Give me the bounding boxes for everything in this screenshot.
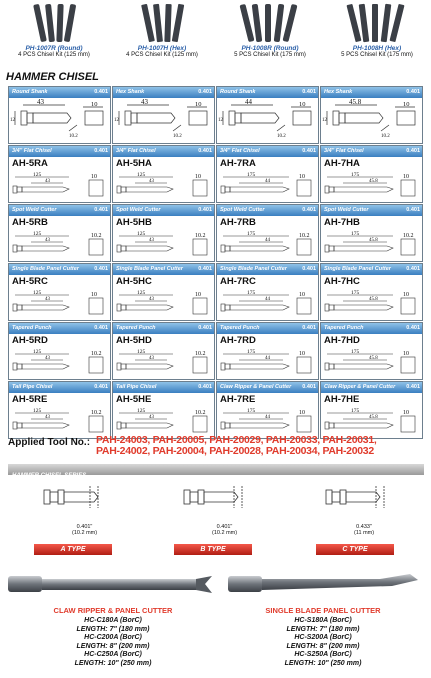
chisel-cell	[320, 204, 423, 262]
shank-cell	[112, 86, 215, 144]
spec-line: LENGTH: 8" (200 mm)	[286, 642, 360, 650]
chisel-drawing	[217, 404, 319, 436]
single-blade-image	[228, 574, 418, 592]
cell-header	[9, 264, 110, 275]
spec-line: HC-C250A (BorC)	[84, 651, 142, 659]
type-c	[298, 478, 418, 558]
type-b-dim	[212, 524, 237, 536]
chisel-drawing	[9, 404, 111, 436]
cell-title: Tapered Punch	[324, 325, 364, 331]
shank-drawing	[217, 97, 319, 141]
dim-shank: 10.2	[69, 134, 78, 139]
dim-width: 10.2	[91, 410, 102, 416]
cell-header	[113, 382, 214, 393]
dim-shank-length: 45.8	[369, 415, 378, 420]
panel-cutters	[0, 564, 431, 678]
kit-code: PH-1008R (Round)	[241, 45, 299, 52]
dim-width: 10	[403, 174, 409, 180]
cell-title: Tapered Punch	[12, 325, 52, 331]
dim-width: 10.2	[195, 233, 206, 239]
cell-header	[113, 323, 214, 334]
chisel-drawing	[217, 345, 319, 377]
chisel-cell	[8, 381, 111, 439]
shank-cell	[8, 86, 111, 144]
model-number: AH-7HE	[324, 394, 360, 405]
chisel-cell	[216, 381, 319, 439]
dim-width: 10	[91, 174, 97, 180]
cell-title: Round Shank	[12, 89, 48, 95]
dim-width: 10	[299, 292, 305, 298]
chisel-drawing	[321, 168, 423, 200]
type-a-tag: A TYPE	[34, 544, 112, 555]
model-number: AH-5HC	[116, 276, 152, 287]
dim-diameter: 12	[114, 118, 119, 123]
cell-title: 3/4" Flat Chisel	[116, 148, 156, 154]
kit-image	[337, 2, 417, 44]
chisel-cell	[112, 381, 215, 439]
chisel-drawing	[321, 286, 423, 318]
spec-line: HC-C180A (BorC)	[84, 617, 142, 624]
type-c-dim	[354, 524, 374, 536]
model-number: AH-7HB	[324, 217, 360, 228]
dim-width: 10	[299, 410, 305, 416]
claw-ripper-title: CLAW RIPPER & PANEL CUTTER	[53, 606, 173, 615]
dim-shank-length: 43	[149, 238, 154, 243]
chisel-drawing	[113, 227, 215, 259]
dim-length: 43	[141, 98, 148, 106]
applied-label: Applied Tool No.:	[8, 437, 91, 448]
cell-size: 0.401	[406, 384, 420, 390]
spec-line: HC-C200A (BorC)	[84, 634, 142, 642]
cell-title: 3/4" Flat Chisel	[324, 148, 364, 154]
cell-header	[113, 264, 214, 275]
dim-diameter: 12	[10, 118, 15, 123]
type-b-dim-mm: (10.2 mm)	[212, 530, 238, 536]
cell-size: 0.401	[406, 266, 420, 272]
model-number: AH-7HC	[324, 276, 360, 287]
cell-title: Single Blade Panel Cutter	[116, 266, 183, 272]
cell-title: 3/4" Flat Chisel	[12, 148, 52, 154]
chisel-cell	[216, 263, 319, 321]
dim-length: 125	[137, 408, 146, 414]
spec-line: HC-S250A (BorC)	[294, 651, 352, 659]
model-number: AH-5HE	[116, 394, 152, 405]
applied-codes-line-2: PAH-24002, PAH-20004, PAH-20028, PAH-20034, PAH-20032	[96, 445, 374, 457]
dim-length: 125	[33, 172, 42, 178]
dim-shank-length: 43	[45, 356, 50, 361]
chisel-cell	[8, 263, 111, 321]
cell-header	[321, 264, 422, 275]
dim-length: 125	[33, 349, 42, 355]
model-number: AH-5RD	[12, 335, 48, 346]
cell-header	[217, 146, 318, 157]
cell-title: Tapered Punch	[220, 325, 260, 331]
dim-length: 175	[247, 172, 256, 178]
claw-ripper-image	[8, 576, 212, 593]
model-number: AH-7HA	[324, 158, 360, 169]
shank-drawing	[321, 97, 423, 141]
dim-width: 10	[403, 410, 409, 416]
dim-width: 10	[403, 101, 410, 108]
dim-length: 175	[247, 231, 256, 237]
shank-cell	[216, 86, 319, 144]
cell-title: Single Blade Panel Cutter	[12, 266, 79, 272]
cell-header	[321, 205, 422, 216]
cell-size: 0.401	[302, 207, 316, 213]
chisel-drawing	[113, 168, 215, 200]
cell-header	[321, 323, 422, 334]
kit-image	[230, 2, 310, 44]
cell-title: Tapered Punch	[116, 325, 156, 331]
cell-size: 0.401	[94, 148, 108, 154]
dim-width: 10	[299, 351, 305, 357]
dim-shank: 10.2	[381, 134, 390, 139]
cell-size: 0.401	[406, 325, 420, 331]
applied-codes	[96, 435, 376, 457]
cell-size: 0.401	[198, 384, 212, 390]
applied-codes-line-1: PAH-24003, PAH-20005, PAH-20029, PAH-20033, PAH-20031,	[96, 434, 377, 446]
kit-desc: 4 PCS Chisel Kit (125 mm)	[126, 52, 198, 58]
chisel-cell	[8, 204, 111, 262]
dim-diameter: 12	[322, 118, 327, 123]
dim-length: 175	[247, 290, 256, 296]
kit-ph-1008h	[323, 0, 431, 70]
chisel-drawing	[217, 286, 319, 318]
type-c-dim-inch: 0.433"	[356, 524, 372, 530]
dim-shank-length: 45.8	[369, 356, 378, 361]
model-number: AH-7RC	[220, 276, 256, 287]
chisel-drawing	[9, 168, 111, 200]
chisel-cell	[320, 145, 423, 203]
model-number: AH-5RA	[12, 158, 48, 169]
cell-title: Hex Shank	[116, 89, 145, 95]
spec-line: LENGTH: 10" (250 mm)	[284, 659, 362, 667]
dim-length: 44	[245, 98, 252, 106]
chisel-drawing	[321, 227, 423, 259]
cell-size: 0.401	[94, 89, 108, 95]
dim-shank-length: 44	[265, 238, 270, 243]
dim-width: 10.2	[299, 233, 310, 239]
type-c-shank-drawing	[298, 478, 408, 522]
chisel-drawing	[321, 345, 423, 377]
model-number: AH-7RB	[220, 217, 256, 228]
dim-shank-length: 44	[265, 297, 270, 302]
cell-header	[217, 323, 318, 334]
shank-drawing	[9, 97, 111, 141]
dim-length: 175	[351, 172, 360, 178]
cell-header	[217, 382, 318, 393]
model-number: AH-7HD	[324, 335, 360, 346]
chisel-kits	[0, 0, 431, 70]
single-blade-info	[218, 606, 428, 669]
kit-desc: 5 PCS Chisel Kit (175 mm)	[234, 52, 306, 58]
single-blade-title: SINGLE BLADE PANEL CUTTER	[265, 606, 381, 615]
model-number: AH-5RE	[12, 394, 48, 405]
dim-width: 10	[91, 101, 98, 108]
chisel-drawing	[9, 286, 111, 318]
cell-header	[9, 382, 110, 393]
dim-shank: 10.2	[173, 134, 182, 139]
cell-size: 0.401	[302, 325, 316, 331]
dim-length: 125	[137, 290, 146, 296]
cell-title: Spot Weld Cutter	[12, 207, 57, 213]
kit-code: PH-1007H (Hex)	[137, 45, 187, 52]
chisel-cell	[8, 322, 111, 380]
dim-width: 10.2	[195, 351, 206, 357]
model-number: AH-5HA	[116, 158, 152, 169]
cell-title: 3/4" Flat Chisel	[220, 148, 260, 154]
cutter-images	[0, 564, 431, 606]
kit-desc: 4 PCS Chisel Kit (125 mm)	[18, 52, 90, 58]
kit-ph-1007h	[108, 0, 216, 70]
dim-shank-length: 44	[265, 356, 270, 361]
dim-shank-length: 44	[265, 179, 270, 184]
cell-title: Claw Ripper & Panel Cutter	[324, 384, 396, 390]
model-number: AH-5RB	[12, 217, 48, 228]
cell-title: Hex Shank	[324, 89, 353, 95]
spec-line: LENGTH: 7" (180 mm)	[286, 625, 360, 633]
dim-width: 10	[195, 292, 201, 298]
dim-shank-length: 43	[45, 179, 50, 184]
chisel-cell	[320, 381, 423, 439]
dim-length: 175	[247, 408, 256, 414]
kit-image	[127, 2, 197, 44]
cell-size: 0.401	[198, 325, 212, 331]
spec-line: LENGTH: 8" (200 mm)	[76, 642, 150, 650]
dim-length: 175	[351, 290, 360, 296]
chisel-cell	[216, 145, 319, 203]
kit-code: PH-1008H (Hex)	[352, 45, 402, 52]
cell-title: Spot Weld Cutter	[220, 207, 265, 213]
cell-title: Spot Weld Cutter	[324, 207, 369, 213]
cell-header	[113, 205, 214, 216]
cell-size: 0.401	[198, 148, 212, 154]
cell-size: 0.401	[406, 207, 420, 213]
shank-drawing	[113, 97, 215, 141]
cell-title: Claw Ripper & Panel Cutter	[220, 384, 292, 390]
type-b-dim-inch: 0.401"	[216, 524, 233, 530]
section-title: HAMMER CHISEL	[6, 71, 99, 83]
dim-shank: 10.2	[277, 134, 286, 139]
spec-line: HC-S200A (BorC)	[294, 634, 352, 642]
cell-size: 0.401	[198, 266, 212, 272]
kit-code: PH-1007R (Round)	[25, 45, 83, 52]
chisel-drawing	[113, 345, 215, 377]
model-number: AH-7RE	[220, 394, 256, 405]
model-number: AH-5RC	[12, 276, 48, 287]
type-c-tag: C TYPE	[316, 544, 394, 555]
dim-shank-length: 43	[149, 415, 154, 420]
chisel-drawing	[9, 345, 111, 377]
cell-header	[113, 146, 214, 157]
cell-header	[9, 146, 110, 157]
spec-line: LENGTH: 7" (180 mm)	[76, 625, 150, 633]
dim-width: 10	[91, 292, 97, 298]
cell-size: 0.401	[302, 384, 316, 390]
cell-title: Single Blade Panel Cutter	[220, 266, 287, 272]
cell-header	[321, 382, 422, 393]
chisel-drawing	[217, 227, 319, 259]
cell-title: Single Blade Panel Cutter	[324, 266, 391, 272]
dim-length: 125	[137, 349, 146, 355]
dim-width: 10	[195, 174, 201, 180]
chisel-cell	[112, 204, 215, 262]
cell-size: 0.401	[94, 384, 108, 390]
chisel-cell	[112, 263, 215, 321]
cell-size: 0.401	[198, 207, 212, 213]
shank-cell	[320, 86, 423, 144]
chisel-cell	[112, 145, 215, 203]
kit-ph-1008r	[216, 0, 324, 70]
chisel-cell	[112, 322, 215, 380]
type-a	[16, 478, 136, 558]
series-title-bar	[8, 464, 424, 479]
cell-size: 0.401	[302, 148, 316, 154]
dim-length: 125	[33, 290, 42, 296]
dim-diameter: 12	[218, 118, 223, 123]
type-b	[156, 478, 276, 558]
dim-length: 175	[351, 408, 360, 414]
cell-size: 0.401	[94, 266, 108, 272]
dim-width: 10	[403, 351, 409, 357]
type-a-dim	[72, 524, 97, 536]
dim-length: 125	[33, 408, 42, 414]
dim-length: 125	[33, 231, 42, 237]
shank-types	[8, 478, 424, 560]
chisel-drawing	[321, 404, 423, 436]
dim-width: 10	[403, 292, 409, 298]
dim-shank-length: 43	[45, 415, 50, 420]
kit-desc: 5 PCS Chisel Kit (175 mm)	[341, 52, 413, 58]
dim-shank-length: 44	[265, 415, 270, 420]
dim-length: 175	[351, 349, 360, 355]
applied-tools	[8, 434, 428, 460]
chisel-cell	[8, 145, 111, 203]
type-a-dim-inch: 0.401"	[76, 524, 93, 530]
dim-shank-length: 45.8	[369, 179, 378, 184]
cell-size: 0.401	[94, 207, 108, 213]
dim-width: 10	[299, 174, 305, 180]
dim-length: 125	[137, 172, 146, 178]
dim-length: 45.8	[349, 98, 362, 106]
type-c-dim-mm: (11 mm)	[354, 530, 375, 536]
cell-size: 0.401	[406, 89, 420, 95]
claw-ripper-info	[8, 606, 218, 669]
chisel-drawing	[9, 227, 111, 259]
dim-shank-length: 43	[149, 179, 154, 184]
model-number: AH-7RA	[220, 158, 256, 169]
dim-width: 10.2	[403, 233, 414, 239]
cell-size: 0.401	[198, 89, 212, 95]
series-title: HAMMER CHISEL SERIES	[12, 473, 87, 479]
cell-header	[321, 146, 422, 157]
type-b-shank-drawing	[156, 478, 266, 522]
spec-line: HC-S180A (BorC)	[294, 617, 352, 624]
cell-header	[9, 205, 110, 216]
type-b-tag: B TYPE	[174, 544, 252, 555]
dim-shank-length: 45.8	[369, 297, 378, 302]
dim-length: 175	[247, 349, 256, 355]
spec-line: LENGTH: 10" (250 mm)	[74, 659, 152, 667]
chisel-cell	[320, 322, 423, 380]
dim-shank-length: 43	[149, 356, 154, 361]
cell-header	[217, 205, 318, 216]
dim-length: 175	[351, 231, 360, 237]
dim-width: 10.2	[195, 410, 206, 416]
dim-shank-length: 43	[45, 238, 50, 243]
dim-length: 125	[137, 231, 146, 237]
dim-length: 43	[37, 98, 44, 106]
cell-header	[9, 323, 110, 334]
chisel-drawing	[217, 168, 319, 200]
cell-title: Tail Pipe Chisel	[12, 384, 53, 390]
cell-title: Tail Pipe Chisel	[116, 384, 157, 390]
cell-size: 0.401	[94, 325, 108, 331]
chisel-cell	[216, 322, 319, 380]
kit-image	[19, 2, 89, 44]
cell-size: 0.401	[302, 266, 316, 272]
dim-width: 10	[195, 101, 202, 108]
cell-header	[217, 264, 318, 275]
chisel-drawing	[113, 404, 215, 436]
type-a-shank-drawing	[16, 478, 126, 522]
cell-title: Spot Weld Cutter	[116, 207, 161, 213]
dim-width: 10.2	[91, 351, 102, 357]
chisel-cell	[216, 204, 319, 262]
dim-width: 10.2	[91, 233, 102, 239]
dim-shank-length: 43	[149, 297, 154, 302]
dim-shank-length: 45.8	[369, 238, 378, 243]
dim-shank-length: 43	[45, 297, 50, 302]
model-number: AH-5HD	[116, 335, 152, 346]
cell-title: Round Shank	[220, 89, 256, 95]
chisel-cell	[320, 263, 423, 321]
chisel-drawing	[113, 286, 215, 318]
cell-size: 0.401	[406, 148, 420, 154]
kit-ph-1007r	[0, 0, 108, 70]
model-number: AH-7RD	[220, 335, 256, 346]
dim-width: 10	[299, 101, 306, 108]
cell-size: 0.401	[302, 89, 316, 95]
model-number: AH-5HB	[116, 217, 152, 228]
type-a-dim-mm: (10.2 mm)	[72, 530, 98, 536]
